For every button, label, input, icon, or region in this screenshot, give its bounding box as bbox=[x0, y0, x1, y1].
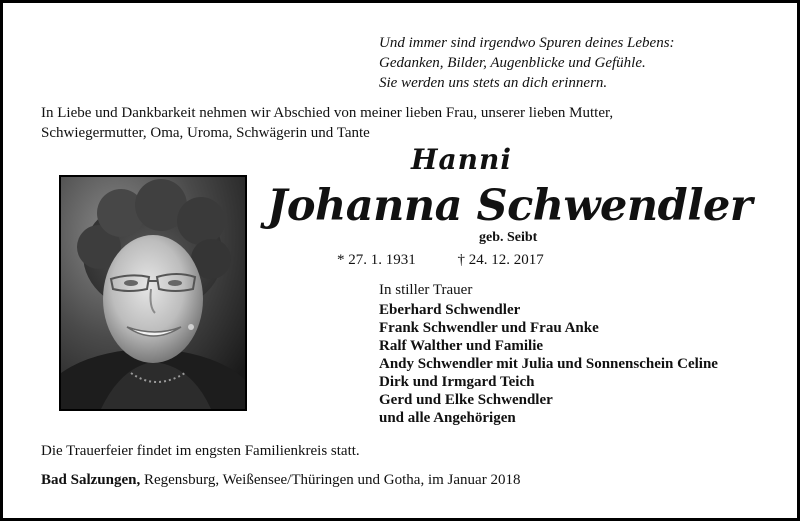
motto-line: Sie werden uns stets an dich erinnern. bbox=[379, 75, 608, 91]
intro-line: In Liebe und Dankbarkeit nehmen wir Abschied von meiner lieben Frau, unserer lieben Mutter, bbox=[41, 105, 614, 121]
mourner-name: Gerd und Elke Schwendler bbox=[379, 392, 553, 408]
funeral-note: Die Trauerfeier findet im engsten Familienkreis statt. bbox=[41, 443, 360, 459]
portrait-photo bbox=[59, 175, 247, 411]
deceased-full-name: Johanna Schwendler bbox=[267, 181, 753, 231]
deceased-first-name: Hanni bbox=[411, 143, 512, 176]
mourner-name: Ralf Walther und Familie bbox=[379, 338, 544, 354]
intro-text bbox=[41, 103, 781, 143]
portrait-illustration bbox=[61, 177, 245, 409]
mourner-name: Frank Schwendler und Frau Anke bbox=[379, 320, 599, 336]
motto-line: Und immer sind irgendwo Spuren deines Lebens: bbox=[379, 35, 675, 51]
death-date: † 24. 12. 2017 bbox=[457, 252, 544, 268]
mourners-lead: In stiller Trauer bbox=[379, 282, 473, 298]
motto-line: Gedanken, Bilder, Augenblicke und Gefühle. bbox=[379, 55, 646, 71]
intro-line: Schwiegermutter, Oma, Uroma, Schwägerin und Tante bbox=[41, 125, 370, 141]
motto-verse bbox=[379, 33, 675, 93]
birth-date: * 27. 1. 1931 bbox=[337, 252, 416, 268]
mourners-list bbox=[379, 281, 718, 427]
mourner-name: und alle Angehörigen bbox=[379, 410, 516, 426]
mourner-name: Andy Schwendler mit Julia und Sonnenschein Celine bbox=[379, 356, 718, 372]
place-date-line bbox=[41, 471, 520, 489]
place-rest: Regensburg, Weißensee/Thüringen und Gotha, im Januar 2018 bbox=[140, 472, 521, 488]
place-main: Bad Salzungen, bbox=[41, 472, 141, 488]
maiden-name: geb. Seibt bbox=[479, 230, 538, 245]
mourner-name: Eberhard Schwendler bbox=[379, 302, 521, 318]
life-dates bbox=[337, 251, 544, 269]
mourner-name: Dirk und Irmgard Teich bbox=[379, 374, 535, 390]
